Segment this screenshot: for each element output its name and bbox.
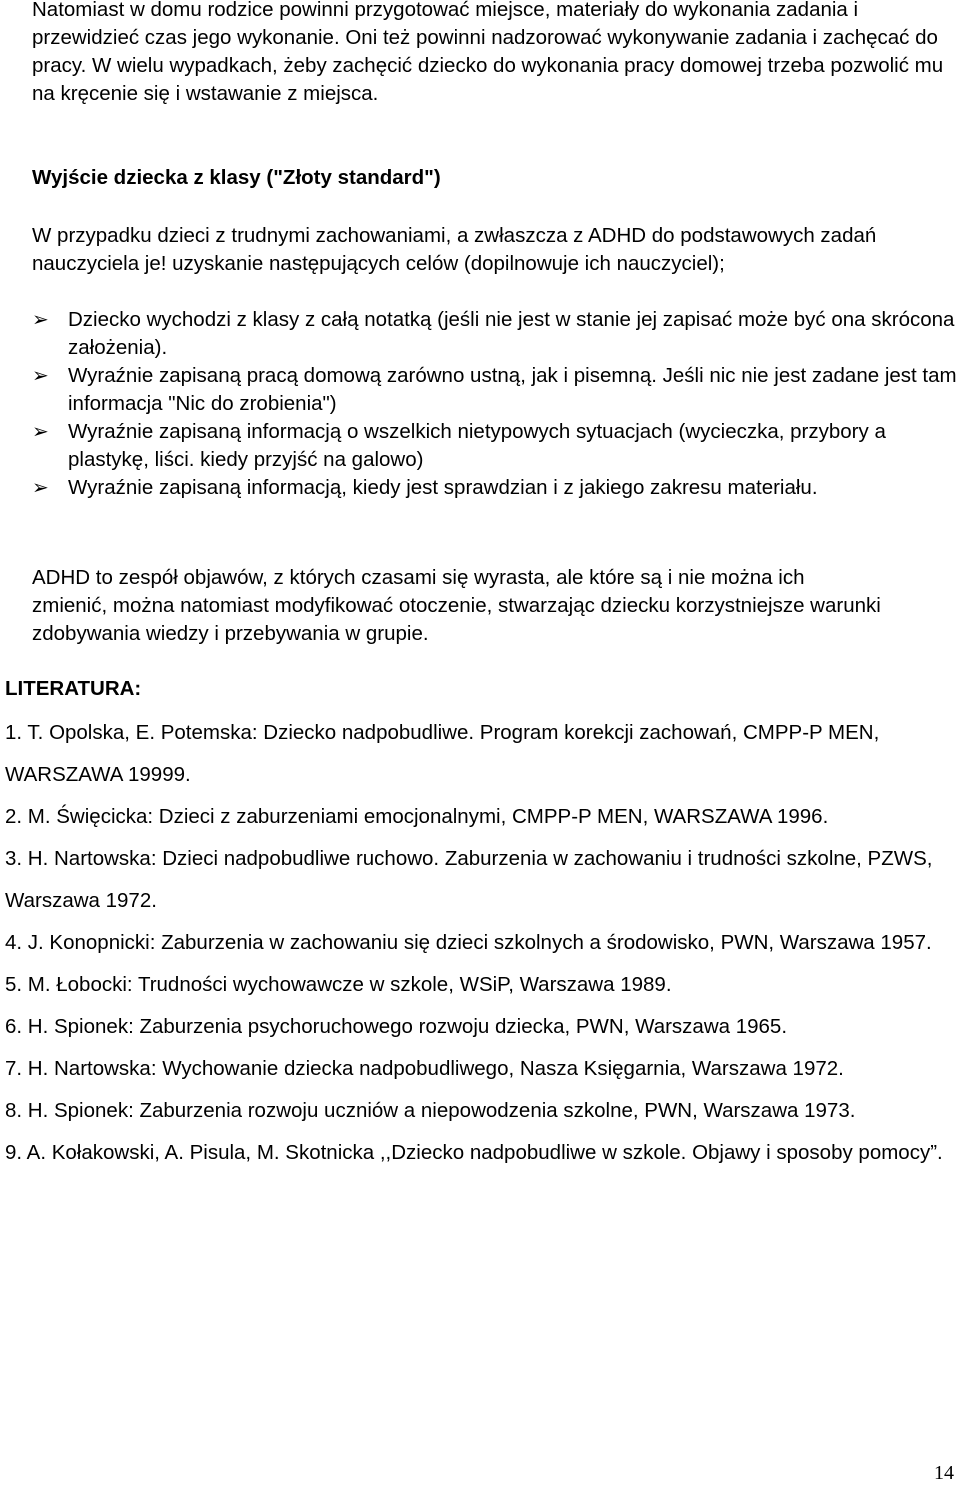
- reference-item: 5. M. Łobocki: Trudności wychowawcze w szkole, WSiP, Warszawa 1989.: [5, 973, 672, 996]
- goals-list: [32, 306, 957, 502]
- reference-item: 8. H. Spionek: Zaburzenia rozwoju uczniów a niepowodzenia szkolne, PWN, Warszawa 1973.: [5, 1099, 856, 1122]
- references-list: [5, 712, 950, 1174]
- reference-item: 2. M. Święcicka: Dzieci z zaburzeniami emocjonalnymi, CMPP-P MEN, WARSZAWA 1996.: [5, 805, 829, 828]
- list-item-text: Wyraźnie zapisaną pracą domową zarówno ustną, jak i pisemną. Jeśli nic nie jest zadane jest tam informacja "Nic do zrobienia"): [68, 364, 957, 415]
- arrow-bullet-icon: ➢: [32, 477, 49, 499]
- list-item-text: Wyraźnie zapisaną informacją o wszelkich nietypowych sytuacjach (wycieczka, przybory a plastykę, liści. kiedy przyjść na galowo): [68, 420, 886, 471]
- page-number: 14: [934, 1462, 954, 1484]
- lead-paragraph: W przypadku dzieci z trudnymi zachowaniami, a zwłaszcza z ADHD do podstawowych zadań nauczyciela je! uzyskanie następujących celów (dopilnowuje ich nauczyciel);: [32, 224, 877, 275]
- adhd-paragraph: [32, 564, 957, 648]
- intro-paragraph: Natomiast w domu rodzice powinni przygotować miejsce, materiały do wykonania zadania i przewidzieć czas jego wykonanie. Oni też powinni nadzorować wykonywanie zadania i zachęcać do pracy. W wielu wypadkach, żeby zachęcić dziecko do wykonania pracy domowej trzeba pozwolić mu na kręcenie się i wstawanie z miejsca.: [32, 0, 944, 105]
- reference-item: 6. H. Spionek: Zaburzenia psychoruchowego rozwoju dziecka, PWN, Warszawa 1965.: [5, 1015, 788, 1038]
- reference-item: 4. J. Konopnicki: Zaburzenia w zachowaniu się dzieci szkolnych a środowisko, PWN, Warszawa 1957.: [5, 931, 932, 954]
- arrow-bullet-icon: ➢: [32, 421, 49, 443]
- reference-item: 3. H. Nartowska: Dzieci nadpobudliwe ruchowo. Zaburzenia w zachowaniu i trudności szkolne, PZWS, Warszawa 1972.: [5, 847, 933, 912]
- arrow-bullet-icon: ➢: [32, 365, 49, 387]
- list-item-text: Dziecko wychodzi z klasy z całą notatką (jeśli nie jest w stanie jej zapisać może być ona skrócona założenia).: [68, 308, 955, 359]
- reference-item: 1. T. Opolska, E. Potemska: Dziecko nadpobudliwe. Program korekcji zachowań, CMPP-P MEN, WARSZAWA 19999.: [5, 721, 880, 786]
- section-heading: Wyjście dziecka z klasy ("Złoty standard"): [32, 166, 441, 189]
- arrow-bullet-icon: ➢: [32, 309, 49, 331]
- adhd-line-2: zmienić, można natomiast modyfikować otoczenie, stwarzając dziecku korzystniejsze warunki zdobywania wiedzy i przebywania w grupie.: [32, 594, 881, 645]
- list-item: [32, 474, 957, 502]
- adhd-line-1: ADHD to zespół objawów, z których czasami się wyrasta, ale które są i nie można ich: [32, 566, 805, 589]
- list-item: [32, 418, 957, 474]
- list-item: [32, 306, 957, 362]
- literature-heading: LITERATURA:: [5, 677, 142, 700]
- list-item-text: Wyraźnie zapisaną informacją, kiedy jest sprawdzian i z jakiego zakresu materiału.: [68, 476, 818, 499]
- reference-item: 7. H. Nartowska: Wychowanie dziecka nadpobudliwego, Nasza Księgarnia, Warszawa 1972.: [5, 1057, 844, 1080]
- reference-item: 9. A. Kołakowski, A. Pisula, M. Skotnicka ,,Dziecko nadpobudliwe w szkole. Objawy i sposoby pomocy”.: [5, 1141, 943, 1164]
- list-item: [32, 362, 957, 418]
